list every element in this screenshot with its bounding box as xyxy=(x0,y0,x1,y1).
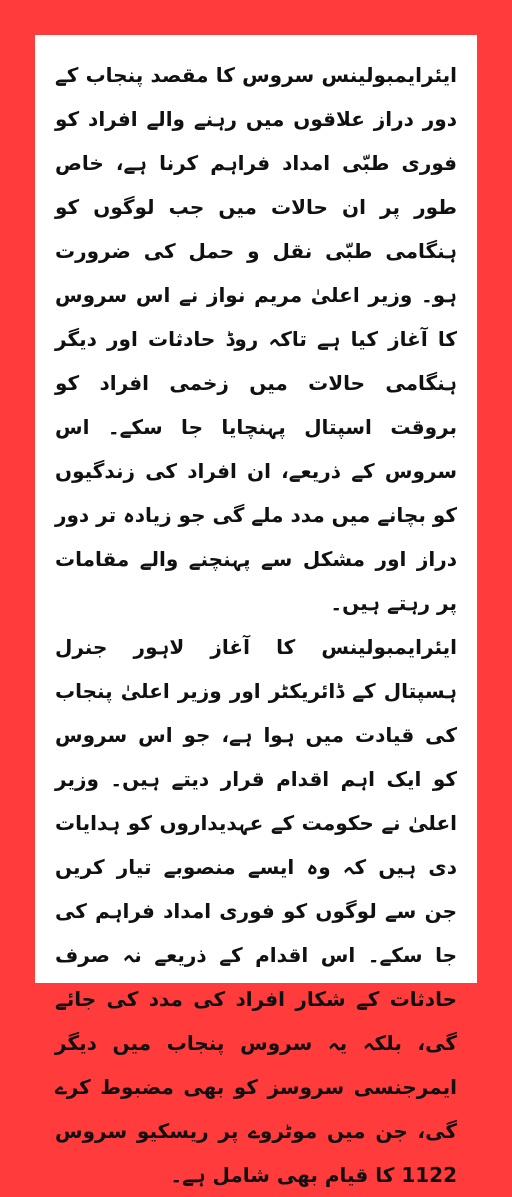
paragraph-2: ایئرایمبولینس کا آغاز لاہور جنرل ہسپتال کے ڈائریکٹر اور وزیر اعلیٰ پنجاب کی قیادت میں ہوا ہے، جو اس سروس کو ایک اہم اقدام قرار دیتے ہیں۔ وزیر اعلیٰ نے حکومت کے عہدیداروں کو ہدایات دی ہیں کہ وہ ایسے منصوبے تیار کریں جن سے لوگوں کو فوری امداد فراہم کی جا سکے۔ اس اقدام کے ذریعے نہ صرف حادثات کے شکار افراد کی مدد کی جائے گی، بلکہ یہ سروس پنجاب میں دیگر ایمرجنسی سروسز کو بھی مضبوط کرے گی، جن میں موٹروے پر ریسکیو سروس 1122 کا قیام بھی شامل ہے۔ xyxy=(55,635,457,1187)
paragraph-1: ایئرایمبولینس سروس کا مقصد پنجاب کے دور دراز علاقوں میں رہنے والے افراد کو فوری طبّی امداد فراہم کرنا ہے، خاص طور پر ان حالات میں جب لوگوں کو ہنگامی طبّی نقل و حمل کی ضرورت ہو۔ وزیر اعلیٰ مریم نواز نے اس سروس کا آغاز کیا ہے تاکہ روڈ حادثات اور دیگر ہنگامی حالات میں زخمی افراد کو بروقت اسپتال پہنچایا جا سکے۔ اس سروس کے ذریعے، ان افراد کی زندگیوں کو بچانے میں مدد ملے گی جو زیادہ تر دور دراز اور مشکل سے پہنچنے والے مقامات پر رہتے ہیں۔ xyxy=(54,63,457,615)
article-panel xyxy=(35,35,477,1187)
article-body xyxy=(55,53,457,1197)
